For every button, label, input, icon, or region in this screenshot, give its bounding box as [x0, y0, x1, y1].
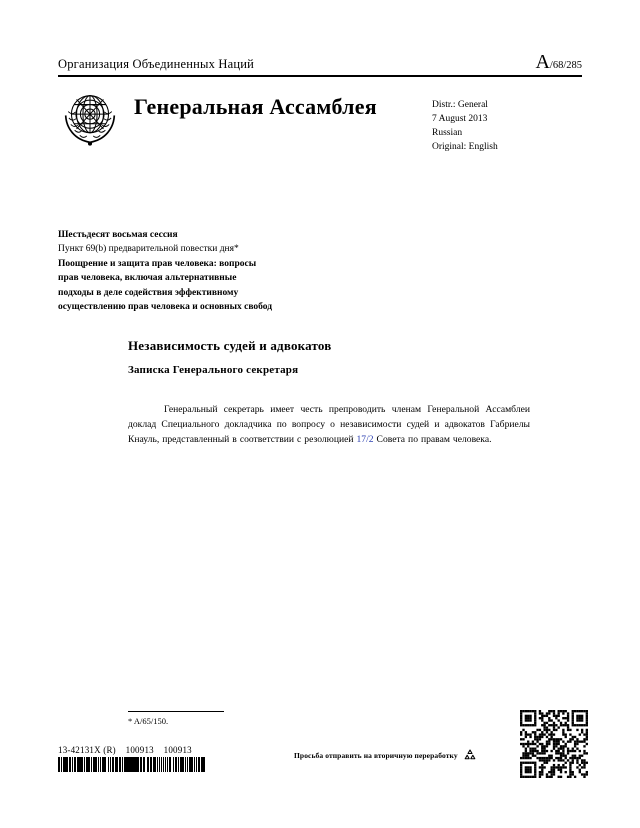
- body-title-row: [58, 84, 582, 154]
- document-symbol: [535, 52, 582, 72]
- body-paragraph: [128, 402, 530, 447]
- session-block: [58, 228, 388, 315]
- qr-code: [520, 710, 588, 778]
- resolution-link[interactable]: 17/2: [356, 433, 374, 445]
- agenda-title-line-1: Поощрение и защита прав человека: вопросы: [58, 258, 257, 269]
- distribution-block: [432, 98, 582, 154]
- agenda-item: Пункт 69(b) предварительной повестки дня*: [58, 244, 239, 255]
- recycle-label: Просьба отправить на вторичную переработку: [294, 751, 458, 760]
- un-emblem-icon: [58, 86, 122, 150]
- distribution-original: Original: English: [432, 142, 498, 153]
- masthead-divider: [58, 75, 582, 77]
- session-number: Шестьдесят восьмая сессия: [58, 230, 178, 240]
- masthead: [58, 52, 582, 154]
- general-assembly-title: Генеральная Ассамблея: [134, 94, 377, 119]
- barcode: [58, 757, 216, 772]
- document-symbol-number: /68/285: [549, 60, 582, 71]
- distribution-language: Russian: [432, 128, 463, 139]
- agenda-title-line-3: подходы в деле содействия эффективному: [58, 287, 239, 298]
- recycle-icon: [462, 748, 478, 763]
- body-text-before-link: Генеральный секретарь имеет честь препроводить членам Генеральной Ассамблеи доклад Специального докладчика по вопросу о независимости судей и адвокатов Габриелы Кнауль, представленный в соответствии с резолюцией: [128, 403, 530, 445]
- recycle-notice: [294, 748, 478, 763]
- footnote-divider: [128, 711, 224, 712]
- organization-row: [58, 52, 582, 72]
- job-number: 13-42131X (R) 100913 100913: [58, 745, 192, 755]
- body-text-after-link: Совета по правам человека.: [373, 433, 492, 445]
- distribution-date: 7 August 2013: [432, 114, 488, 125]
- page-title: Независимость судей и адвокатов: [128, 338, 332, 353]
- agenda-title-line-4: осуществлению прав человека и основных свобод: [58, 302, 273, 313]
- distribution-type: Distr.: General: [432, 100, 488, 110]
- page-subtitle: Записка Генерального секретаря: [128, 364, 299, 376]
- document-symbol-prefix: A: [535, 51, 550, 73]
- organization-name: Организация Объединенных Наций: [58, 57, 255, 71]
- agenda-title-line-2: прав человека, включая альтернативные: [58, 273, 237, 284]
- footnote-text: * A/65/150.: [128, 716, 169, 726]
